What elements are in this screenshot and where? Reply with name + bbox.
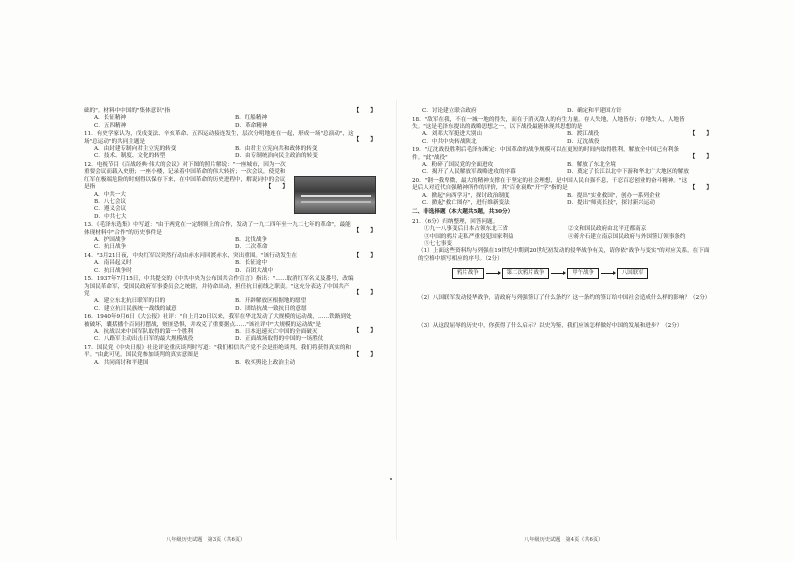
option: D．确定和平建国方针 — [567, 108, 622, 114]
question-14 — [84, 253, 376, 275]
material-item: ④蒋介石建立南京国民政府与外国签订领事条约 — [568, 233, 686, 240]
option: D．革命精神 — [235, 122, 268, 129]
option: C．揭开了人民解放军战略进攻的序幕 — [422, 169, 516, 176]
option: D．奠定了长江以北中下游和华北广大地区的解放 — [567, 169, 689, 176]
option: A．由封建专制向君主立宪的转变 — [94, 146, 177, 153]
option: D．团结抗战一致抗日的意愿 — [235, 305, 307, 312]
option: C．抗日战争 — [94, 244, 127, 251]
option: D．正面战场取得的中国的一场胜仗 — [235, 336, 324, 343]
q20-stem: 20．"钢一我卑微，最大的精神支撑在于坚定的社会理想，是中国人民自强不息，千忍百忍创业的奋斗精神。"这是后人对近代自强精神所作的评价，其"百业衰败"开"学"指的是 — [412, 177, 688, 192]
option: D．辽沈战役 — [567, 138, 600, 145]
option: A．共同商讨和平建国 — [94, 359, 149, 366]
question-11 — [84, 131, 376, 161]
option: D．二次革命 — [235, 244, 268, 251]
q10-options — [84, 115, 376, 130]
option: C．中共中央转战陕北 — [422, 138, 477, 145]
right-page — [412, 108, 712, 331]
option: B．日本迅速灭亡中国的全面破灭 — [235, 329, 318, 335]
q11-answer-bracket: 【 】 — [353, 137, 376, 144]
material-item: ③中国的鸦片走私严重侵犯国家利益 — [424, 233, 514, 240]
question-20 — [412, 178, 712, 208]
option: B．红船精神 — [235, 115, 268, 122]
option: B．解放了东北全境 — [567, 162, 616, 168]
q14-options — [84, 260, 376, 275]
war-flowchart — [452, 268, 712, 279]
option: C．八路军主动出击日军的最大规模战役 — [94, 336, 194, 343]
question-10-tail — [84, 108, 376, 130]
material-item: ②文和国民政府由北平迁都南京 — [568, 226, 647, 233]
q20-answer-bracket: 【 】 — [689, 184, 712, 191]
option: D．中共七大 — [94, 213, 127, 220]
meeting-site-photo — [294, 176, 376, 214]
flow-box-second-opium-war: 第二次鸦片战争 — [502, 268, 550, 279]
option: D．由专制统治向民主政治的转变 — [235, 153, 318, 160]
flow-arrow-icon — [551, 273, 565, 274]
option: D．提出"师夷长技"，探讨新兴运动 — [567, 200, 655, 207]
option: B．提出"实业救国"，创办一系列企业 — [567, 192, 661, 199]
q21-header: 21．（6分）归纳整理，回答问题。 — [412, 218, 499, 225]
q18-options — [412, 131, 712, 146]
q15-answer-bracket: 【 】 — [353, 290, 376, 297]
left-page-footer: 八年级历史试题 第3页（共6页） — [166, 537, 246, 543]
option: C．掀起"救亡图存"，进行维新变法 — [422, 200, 510, 207]
q21-sub1: （1）上面这些资料均与列强在19世纪中期到20世纪初发动的侵华战争有关，请你依"战争与变实"的对应关系，在下面的空格中填写相应的序号。（2分） — [418, 248, 710, 262]
flow-box-sino-japanese-war: 甲午战争 — [567, 268, 599, 279]
option: C．讨论建立联合政府 — [422, 108, 477, 114]
q16-stem: 16．1940年9月6日《大公报》社评："自上月20日以来，我军在华北发动了大规模的运动战，……铁路到处被破坏，囊括播个百同打摆战，赃匪恐惧，并攻克了重要据点……"该社评中"大规模的运动战"是 — [84, 314, 352, 328]
q17-options — [84, 360, 376, 367]
q18-stem: 18．"敌军在我，不在一城一地的得失，而在于消灭敌人的有生力量。存人失地，人地皆存；存地失人，人地皆失。"这是毛泽东提出的战略思想之一，以下战役最能体现其思想的是 — [412, 116, 685, 130]
option: A．粉碎了国民党的全面进攻 — [422, 162, 494, 168]
q17-options-continued — [412, 108, 712, 115]
question-17 — [84, 345, 376, 367]
question-16 — [84, 314, 376, 344]
option: B．由君主立宪向共和政体的转变 — [235, 146, 318, 153]
q11-options — [84, 146, 376, 161]
q12-stem: 12．电视节目《百战经典·伟大的会议》对下图的照片解说："一座城市，因为一次重要会议而载入史册；一座小楼，记录着中国革命的伟大转折；一次会议，使党和红军在极端危险的时刻得以保存下来，在中国革命的历史进程中，解说词中的会议是指 — [84, 162, 286, 191]
q19-options — [412, 162, 712, 177]
scan-speck — [390, 478, 392, 480]
question-19 — [412, 147, 712, 177]
q18-answer-bracket: 【 】 — [689, 130, 712, 137]
question-21 — [412, 219, 712, 330]
q19-answer-bracket: 【 】 — [689, 154, 712, 161]
question-15 — [84, 276, 376, 313]
option: C．技术、制度、文化的转型 — [94, 153, 166, 160]
q11-stem: 11．有史学家认为，戊戌变法、辛亥革命、五四运动接连发生，层次分明地连在一起，形成一场"总演动"，这场"总运动"的共同主题是 — [84, 131, 354, 145]
q13-answer-bracket: 【 】 — [353, 228, 376, 235]
right-page-footer: 八年级历史试题 第4页（共6页） — [524, 537, 604, 543]
question-13 — [84, 222, 376, 252]
option: B．收买舆论上政治主动 — [235, 359, 296, 366]
question-17-continued — [412, 108, 712, 115]
option: B．开辟解放区根据地的愿望 — [235, 298, 307, 305]
option: A．中共一大 — [94, 191, 127, 198]
option: C．五四精神 — [94, 122, 127, 129]
q10-tail-text: 础的"。材料中中国的"集体意识"指 — [84, 108, 171, 114]
q13-options — [84, 237, 376, 252]
option: B．长征途中 — [235, 260, 268, 267]
option: A．长征精神 — [94, 115, 127, 122]
left-page — [84, 108, 376, 368]
q20-options — [412, 193, 712, 208]
option: C．遵义会议 — [94, 206, 127, 213]
option: A．建立东北抗日联军的目的 — [94, 298, 166, 305]
option: B．北伐战争 — [235, 236, 268, 243]
q16-answer-bracket: 【 】 — [353, 328, 376, 335]
q14-stem: 14．"3月21日夜，中央红军以突然行动由赤水河回渡赤水，突出重围。"该行动发生在 — [84, 252, 298, 259]
option: B．渡江战役 — [567, 131, 600, 138]
section-2-heading: 二、非选择题（本大题共5题，共30分） — [412, 209, 514, 216]
flow-box-opium-war: 鸦片战争 — [452, 268, 484, 279]
option: A．掀起"向西学习"，探讨政治制度 — [422, 192, 510, 199]
question-18 — [412, 117, 712, 147]
q21-materials — [412, 226, 712, 248]
q16-options — [84, 329, 376, 344]
q17-answer-bracket: 【 】 — [353, 351, 376, 358]
option: A．刘邓大军挺进大别山 — [422, 131, 482, 138]
option: D．百团大战中 — [235, 267, 274, 274]
material-item: ①九一八事变后日本占领东北三省 — [424, 226, 508, 233]
material-item: ⑤七七事变 — [424, 240, 452, 247]
option: C．建立抗日民族统一战线的诚意 — [94, 305, 177, 312]
q21-sub2: （2）八国联军发动侵华战争，清政府与列强签订了什么条约？这一条约的签订给中国社会造成什么样的影响？（2分） — [418, 295, 711, 302]
q12-answer-bracket: 【 】 — [265, 184, 288, 190]
page-fold-divider — [396, 100, 397, 540]
option: C．抗日战争时 — [94, 267, 132, 274]
flow-box-eight-nation-alliance: 八国联军 — [617, 268, 649, 279]
q17-stem: 17．国民党《中央日报》社论评论重庆谈判时写道："我们相信共产党不会是拒绝谈判，我们将获得真实的和平。"由此可见，国民党参加谈判的真实意图是 — [84, 344, 352, 359]
q19-stem: 19．"辽沈战役胜利后毛泽东断定：中国革命的战争规模可以在更短的时间内取得胜利，解放全中国已有利条件。"此"战役" — [412, 147, 680, 161]
q10-answer-bracket: 【 】 — [353, 108, 376, 114]
flow-arrow-icon — [486, 273, 500, 274]
option: B．八七会议 — [94, 198, 127, 205]
q21-sub3: （3）从这段屈辱的历史中，你获得了什么启示？以史为鉴，我们应该怎样做好中国的发展和进步？（2分） — [418, 322, 683, 329]
q13-stem: 13．《毛泽东选集》中写道："由于两党在一定纲领上的合作，发动了一九二四年至一九二七年的革命"，最能体现材料中"合作"的历史事件是 — [84, 222, 351, 236]
option: A．南昌起义时 — [94, 260, 132, 267]
q15-stem: 15．1937年7月15日，中共提交的《中共中央为公布国共合作宣言》指出："……取消红军名义及番号，改编为国民革命军，受国民政府军事委员会之统辖，并待命出动，担任抗日前线之职责。"这充分表达了中国共产党 — [84, 276, 354, 297]
q15-options — [84, 298, 376, 313]
question-12 — [84, 162, 376, 221]
q14-answer-bracket: 【 】 — [353, 252, 376, 259]
flow-arrow-icon — [601, 273, 615, 274]
option: A．护国战争 — [94, 236, 127, 243]
option: A．抗战以来中国军队取得的第一个胜利 — [94, 329, 194, 335]
